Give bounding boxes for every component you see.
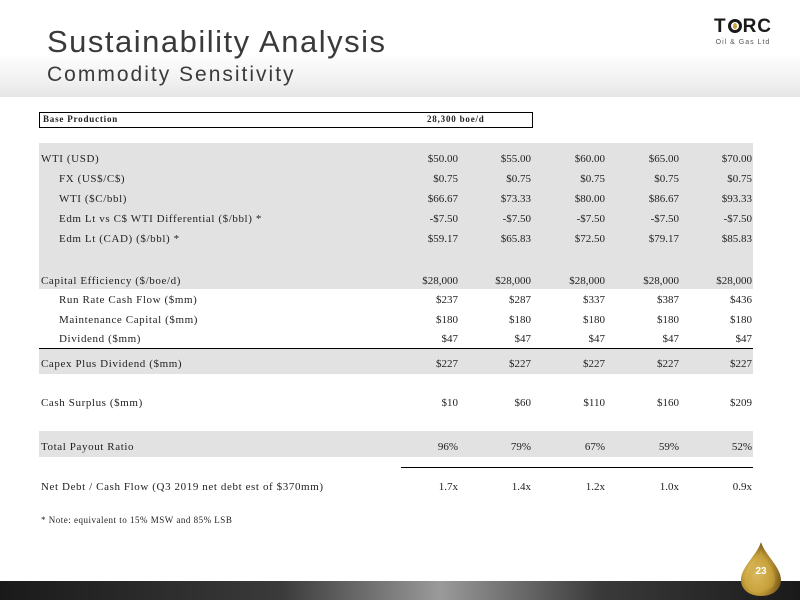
logo-wordmark: T RC [713,16,773,37]
value-cell: 1.0x [659,481,679,493]
value-cell: $0.75 [433,173,458,185]
page-subtitle: Commodity Sensitivity [47,63,296,86]
value-cell: 59% [658,441,679,453]
value-cell: $28,000 [569,275,605,287]
table-row-total-payout-ratio [39,438,753,458]
value-cell: $0.75 [580,173,605,185]
value-cell: $60 [514,397,531,409]
value-cell: $70.00 [721,153,752,165]
value-cell: $66.67 [427,193,458,205]
value-cell: 0.9x [732,481,752,493]
value-cell: $79.17 [648,233,679,245]
table-row-fx [39,170,753,190]
base-production-label: Base Production [43,114,119,124]
value-cell: -$7.50 [650,213,679,225]
value-cell: 52% [731,441,752,453]
value-cell: $65.00 [648,153,679,165]
value-cell: $160 [657,397,679,409]
table-row-edm-lt [39,230,753,250]
value-cell: $73.33 [500,193,531,205]
value-cell: $0.75 [727,173,752,185]
row-label: Edm Lt (CAD) ($/bbl) * [59,233,180,245]
value-cell: $60.00 [574,153,605,165]
row-label: Dividend ($mm) [59,333,142,345]
value-cell: $227 [583,358,605,370]
page-number: 23 [755,566,767,577]
row-label: Edm Lt vs C$ WTI Differential ($/bbl) * [59,213,262,225]
row-label: WTI (USD) [41,153,100,165]
value-cell: $28,000 [422,275,458,287]
page-title: Sustainability Analysis [47,24,387,59]
row-label: Capital Efficiency ($/boe/d) [41,275,181,287]
table-row-cash-surplus [39,394,753,414]
sensitivity-table [39,0,753,600]
value-cell: $80.00 [574,193,605,205]
table-row-maintenance-capital [39,311,753,331]
value-cell: $180 [436,314,458,326]
value-cell: $47 [662,333,679,345]
row-label: Run Rate Cash Flow ($mm) [59,294,198,306]
value-cell: -$7.50 [502,213,531,225]
value-cell: -$7.50 [429,213,458,225]
value-cell: $110 [583,397,605,409]
row-label: FX (US$/C$) [59,173,126,185]
value-cell: 1.2x [585,481,605,493]
value-cell: $47 [514,333,531,345]
value-cell: $180 [583,314,605,326]
value-cell: 96% [437,441,458,453]
value-cell: $227 [436,358,458,370]
value-cell: $86.67 [648,193,679,205]
row-label: WTI ($C/bbl) [59,193,127,205]
value-cell: $287 [509,294,531,306]
value-cell: $337 [583,294,605,306]
table-row-wti-cad [39,190,753,210]
value-cell: $209 [730,397,752,409]
value-cell: 67% [584,441,605,453]
logo-tagline: Oil & Gas Ltd [715,39,771,46]
value-cell: -$7.50 [723,213,752,225]
value-cell: $50.00 [427,153,458,165]
row-label: Capex Plus Dividend ($mm) [41,358,183,370]
value-cell: $237 [436,294,458,306]
row-label: Net Debt / Cash Flow (Q3 2019 net debt est of $370mm) [41,481,324,493]
value-cell: 1.4x [511,481,531,493]
table-row-differential [39,210,753,230]
value-cell: $47 [441,333,458,345]
value-cell: $28,000 [495,275,531,287]
row-label: Cash Surplus ($mm) [41,397,143,409]
value-cell: $0.75 [654,173,679,185]
value-cell: $85.83 [721,233,752,245]
value-cell: $28,000 [643,275,679,287]
footer-bar [0,581,800,600]
table-row-capex-plus-dividend [39,355,753,375]
table-row-dividend [39,330,753,350]
value-cell: $47 [588,333,605,345]
value-cell: $47 [735,333,752,345]
value-cell: $387 [657,294,679,306]
section-divider [401,467,753,468]
section-divider [39,348,753,349]
value-cell: $10 [441,397,458,409]
footnote: * Note: equivalent to 15% MSW and 85% LSB [41,515,233,525]
table-row-wti-usd [39,150,753,170]
row-label: Total Payout Ratio [41,441,135,453]
value-cell: $227 [730,358,752,370]
table-row-net-debt-cash-flow [39,478,753,498]
value-cell: -$7.50 [576,213,605,225]
value-cell: $93.33 [721,193,752,205]
value-cell: $180 [657,314,679,326]
value-cell: $436 [730,294,752,306]
value-cell: $28,000 [716,275,752,287]
row-label: Maintenance Capital ($mm) [59,314,199,326]
value-cell: $55.00 [500,153,531,165]
base-production-value: 28,300 boe/d [427,114,485,124]
value-cell: $180 [730,314,752,326]
table-row-capital-efficiency [39,272,753,292]
value-cell: $59.17 [427,233,458,245]
value-cell: $0.75 [506,173,531,185]
value-cell: 79% [510,441,531,453]
table-row-run-rate-cash-flow [39,291,753,311]
value-cell: $227 [657,358,679,370]
value-cell: 1.7x [438,481,458,493]
value-cell: $227 [509,358,531,370]
value-cell: $180 [509,314,531,326]
value-cell: $72.50 [574,233,605,245]
value-cell: $65.83 [500,233,531,245]
